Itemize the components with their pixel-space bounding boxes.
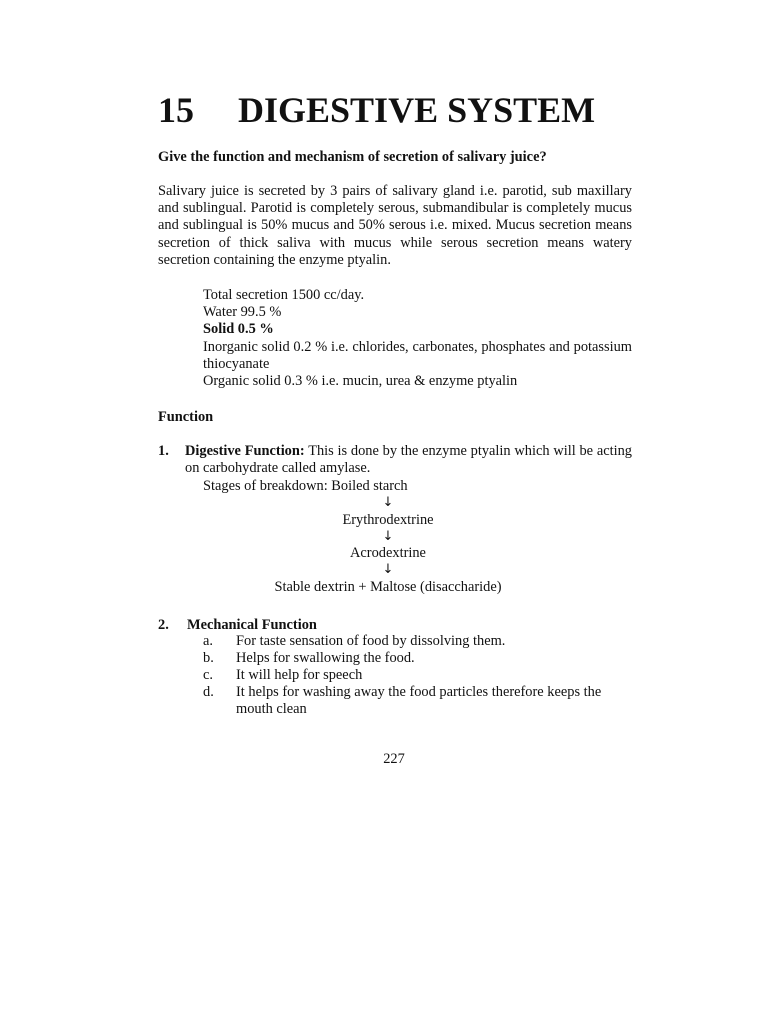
item-number: 2.: [158, 617, 169, 633]
list-item-text: For taste sensation of food by dissolving them.: [236, 633, 506, 649]
stage-final-products: Stable dextrin + Maltose (disaccharide): [274, 578, 502, 595]
total-secretion: Total secretion 1500 cc/day.: [203, 287, 365, 303]
water-content: Water 99.5 %: [203, 304, 282, 321]
list-item-text: It will help for speech: [236, 667, 363, 683]
list-item: [203, 684, 633, 718]
list-item-text: Helps for swallowing the food.: [236, 650, 415, 666]
digestive-function-description: This is done by the enzyme ptyalin which will be acting on carbohydrate called amylase.: [185, 443, 632, 477]
list-letter: a.: [203, 633, 213, 649]
composition-list: [203, 287, 632, 390]
list-item: [203, 633, 633, 650]
function-heading: Function: [158, 409, 214, 425]
digestive-function-item: [158, 443, 632, 477]
intro-paragraph: Salivary juice is secreted by 3 pairs of salivary gland i.e. parotid, sub maxillary and sublingual. Parotid is completely serous, submandibular is completely mucus and sublingual is 50% mucus and 50% serous i.e. mixed. Mucus secretion means secretion of thick saliva with mucus while serous secretion means watery secretion containing the enzyme ptyalin.: [158, 183, 632, 268]
solid-content: Solid 0.5 %: [203, 321, 274, 338]
down-arrow-icon: ↓: [382, 495, 394, 510]
list-letter: b.: [203, 650, 214, 666]
organic-solid: Organic solid 0.3 % i.e. mucin, urea & enzyme ptyalin: [203, 373, 518, 390]
down-arrow-icon: ↓: [382, 528, 394, 544]
down-arrow-icon: ↓: [382, 562, 394, 578]
stage-acrodextrine: Acrodextrine: [350, 545, 426, 562]
chapter-title: DIGESTIVE SYSTEM: [238, 90, 596, 130]
question-heading: Give the function and mechanism of secretion of salivary juice?: [158, 149, 547, 165]
chapter-heading: [158, 88, 638, 132]
mechanical-function-list: [203, 633, 633, 718]
list-letter: c.: [203, 667, 213, 683]
digestive-function-text: [185, 443, 632, 477]
item-number: 1.: [158, 443, 169, 459]
mechanical-function-title: Mechanical Function: [187, 617, 317, 633]
page-number: 227: [383, 751, 405, 767]
stage-erythrodextrine: Erythrodextrine: [342, 511, 434, 528]
chapter-number: 15: [158, 90, 194, 130]
digestive-function-title: Digestive Function:: [185, 443, 305, 459]
stages-label: Stages of breakdown: Boiled starch: [203, 478, 408, 494]
inorganic-solid: Inorganic solid 0.2 % i.e. chlorides, carbonates, phosphates and potassium thiocyanate: [203, 338, 632, 372]
list-item-text: It helps for washing away the food particles therefore keeps the mouth clean: [236, 684, 602, 717]
list-item: [203, 650, 633, 667]
breakdown-flow: [218, 495, 558, 596]
list-item: [203, 667, 633, 684]
list-letter: d.: [203, 684, 214, 700]
